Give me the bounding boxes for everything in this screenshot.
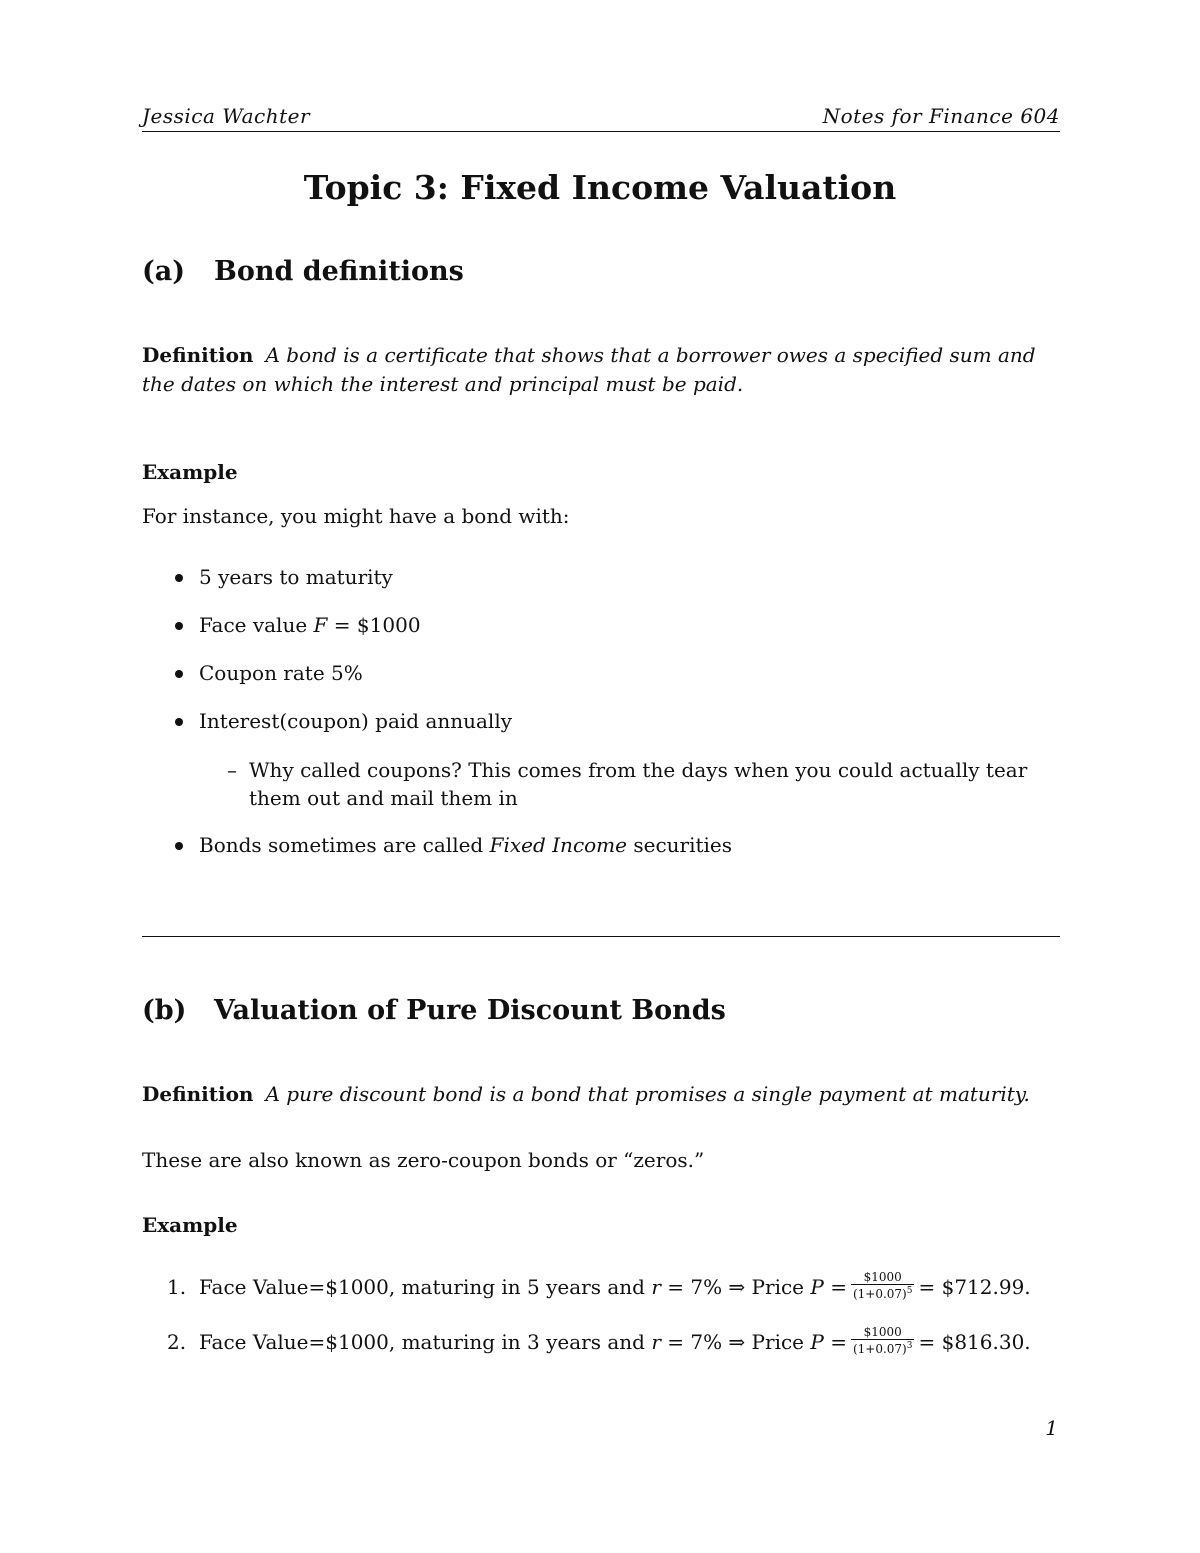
- bullet-text: Face value: [199, 613, 308, 637]
- math-var-P: P: [810, 1275, 824, 1299]
- section-a-example-label: [142, 458, 1062, 487]
- sub-bullet-text: Why called coupons? This comes from the days when you could actually tear them out and mail them in: [249, 758, 1028, 810]
- price-fraction: [851, 1326, 915, 1356]
- example-label: Example: [142, 1213, 238, 1237]
- section-b-heading: [142, 995, 726, 1026]
- math-eq: =: [333, 613, 351, 637]
- section-b-number: (b): [142, 995, 187, 1026]
- section-a-heading: [142, 256, 464, 287]
- section-b-definition: [142, 1080, 1062, 1109]
- fixed-income-term: Fixed Income: [489, 833, 627, 857]
- math-var-r: r: [651, 1330, 661, 1354]
- enum-number: 1.: [167, 1275, 187, 1299]
- price-fraction: [851, 1271, 915, 1301]
- header-rule: [142, 131, 1060, 132]
- bullet-item: [199, 707, 1059, 736]
- bullet-text: Bonds sometimes are called: [199, 833, 484, 857]
- section-divider: [142, 936, 1060, 937]
- bullet-icon: [175, 842, 183, 850]
- definition-text: A bond is a certificate that shows that a borrower owes a specified sum and the dates on which the interest and principal must be paid.: [142, 343, 1036, 396]
- denominator-base: (1+0.07): [852, 1286, 907, 1301]
- definition-label: Definition: [142, 343, 254, 367]
- bullet-text-tail: securities: [633, 833, 733, 857]
- math-var-r: r: [651, 1275, 661, 1299]
- enum-lead: Face Value=$1000, maturing in 5 years and: [199, 1275, 645, 1299]
- enum-rate: = 7% ⇒ Price: [667, 1275, 805, 1299]
- enum-result: = $712.99.: [918, 1275, 1031, 1299]
- bullet-item: [199, 611, 1059, 640]
- definition-text: A pure discount bond is a bond that promises a single payment at maturity.: [265, 1082, 1030, 1106]
- section-a-title: Bond definitions: [214, 256, 464, 287]
- enum-item: [167, 1324, 1069, 1359]
- enum-result: = $816.30.: [918, 1330, 1031, 1354]
- section-a-number: (a): [142, 256, 186, 287]
- section-b-title: Valuation of Pure Discount Bonds: [214, 995, 726, 1026]
- header-author: Jessica Wachter: [142, 104, 311, 128]
- section-b-also-known: These are also known as zero-coupon bonds or “zeros.”: [142, 1148, 705, 1172]
- enum-item: [167, 1269, 1069, 1304]
- bullet-item: [199, 563, 1059, 592]
- denominator-base: (1+0.07): [852, 1341, 907, 1356]
- math-eq: =: [830, 1275, 847, 1299]
- bullet-item: [199, 831, 1059, 860]
- sub-bullet-item: [227, 756, 1049, 812]
- bullet-icon: [175, 574, 183, 582]
- section-b-example-label: [142, 1211, 1062, 1240]
- bullet-item: [199, 659, 1059, 688]
- math-eq: =: [830, 1330, 847, 1354]
- section-a-intro: For instance, you might have a bond with:: [142, 504, 570, 528]
- bullet-icon: [175, 718, 183, 726]
- bullet-icon: [175, 670, 183, 678]
- bullet-icon: [175, 622, 183, 630]
- math-var-F: F: [313, 613, 328, 637]
- fraction-numerator: $1000: [851, 1326, 915, 1340]
- header-course: Notes for Finance 604: [822, 104, 1060, 128]
- definition-label: Definition: [142, 1082, 254, 1106]
- enum-lead: Face Value=$1000, maturing in 3 years and: [199, 1330, 645, 1354]
- fraction-numerator: $1000: [851, 1271, 915, 1285]
- example-label: Example: [142, 460, 238, 484]
- section-a-definition: [142, 341, 1062, 399]
- math-var-P: P: [810, 1330, 824, 1354]
- bullet-text: 5 years to maturity: [199, 565, 393, 589]
- fraction-denominator: [851, 1285, 915, 1301]
- bullet-text: Coupon rate 5%: [199, 661, 363, 685]
- denominator-exponent: 5: [906, 1285, 913, 1296]
- page-number: 1: [1045, 1416, 1058, 1440]
- dash-icon: –: [227, 758, 237, 782]
- math-value: $1000: [356, 613, 421, 637]
- enum-number: 2.: [167, 1330, 187, 1354]
- bullet-text: Interest(coupon) paid annually: [199, 709, 513, 733]
- page-title: Topic 3: Fixed Income Valuation: [303, 168, 897, 207]
- enum-rate: = 7% ⇒ Price: [667, 1330, 805, 1354]
- denominator-exponent: 3: [906, 1340, 913, 1351]
- fraction-denominator: [851, 1340, 915, 1356]
